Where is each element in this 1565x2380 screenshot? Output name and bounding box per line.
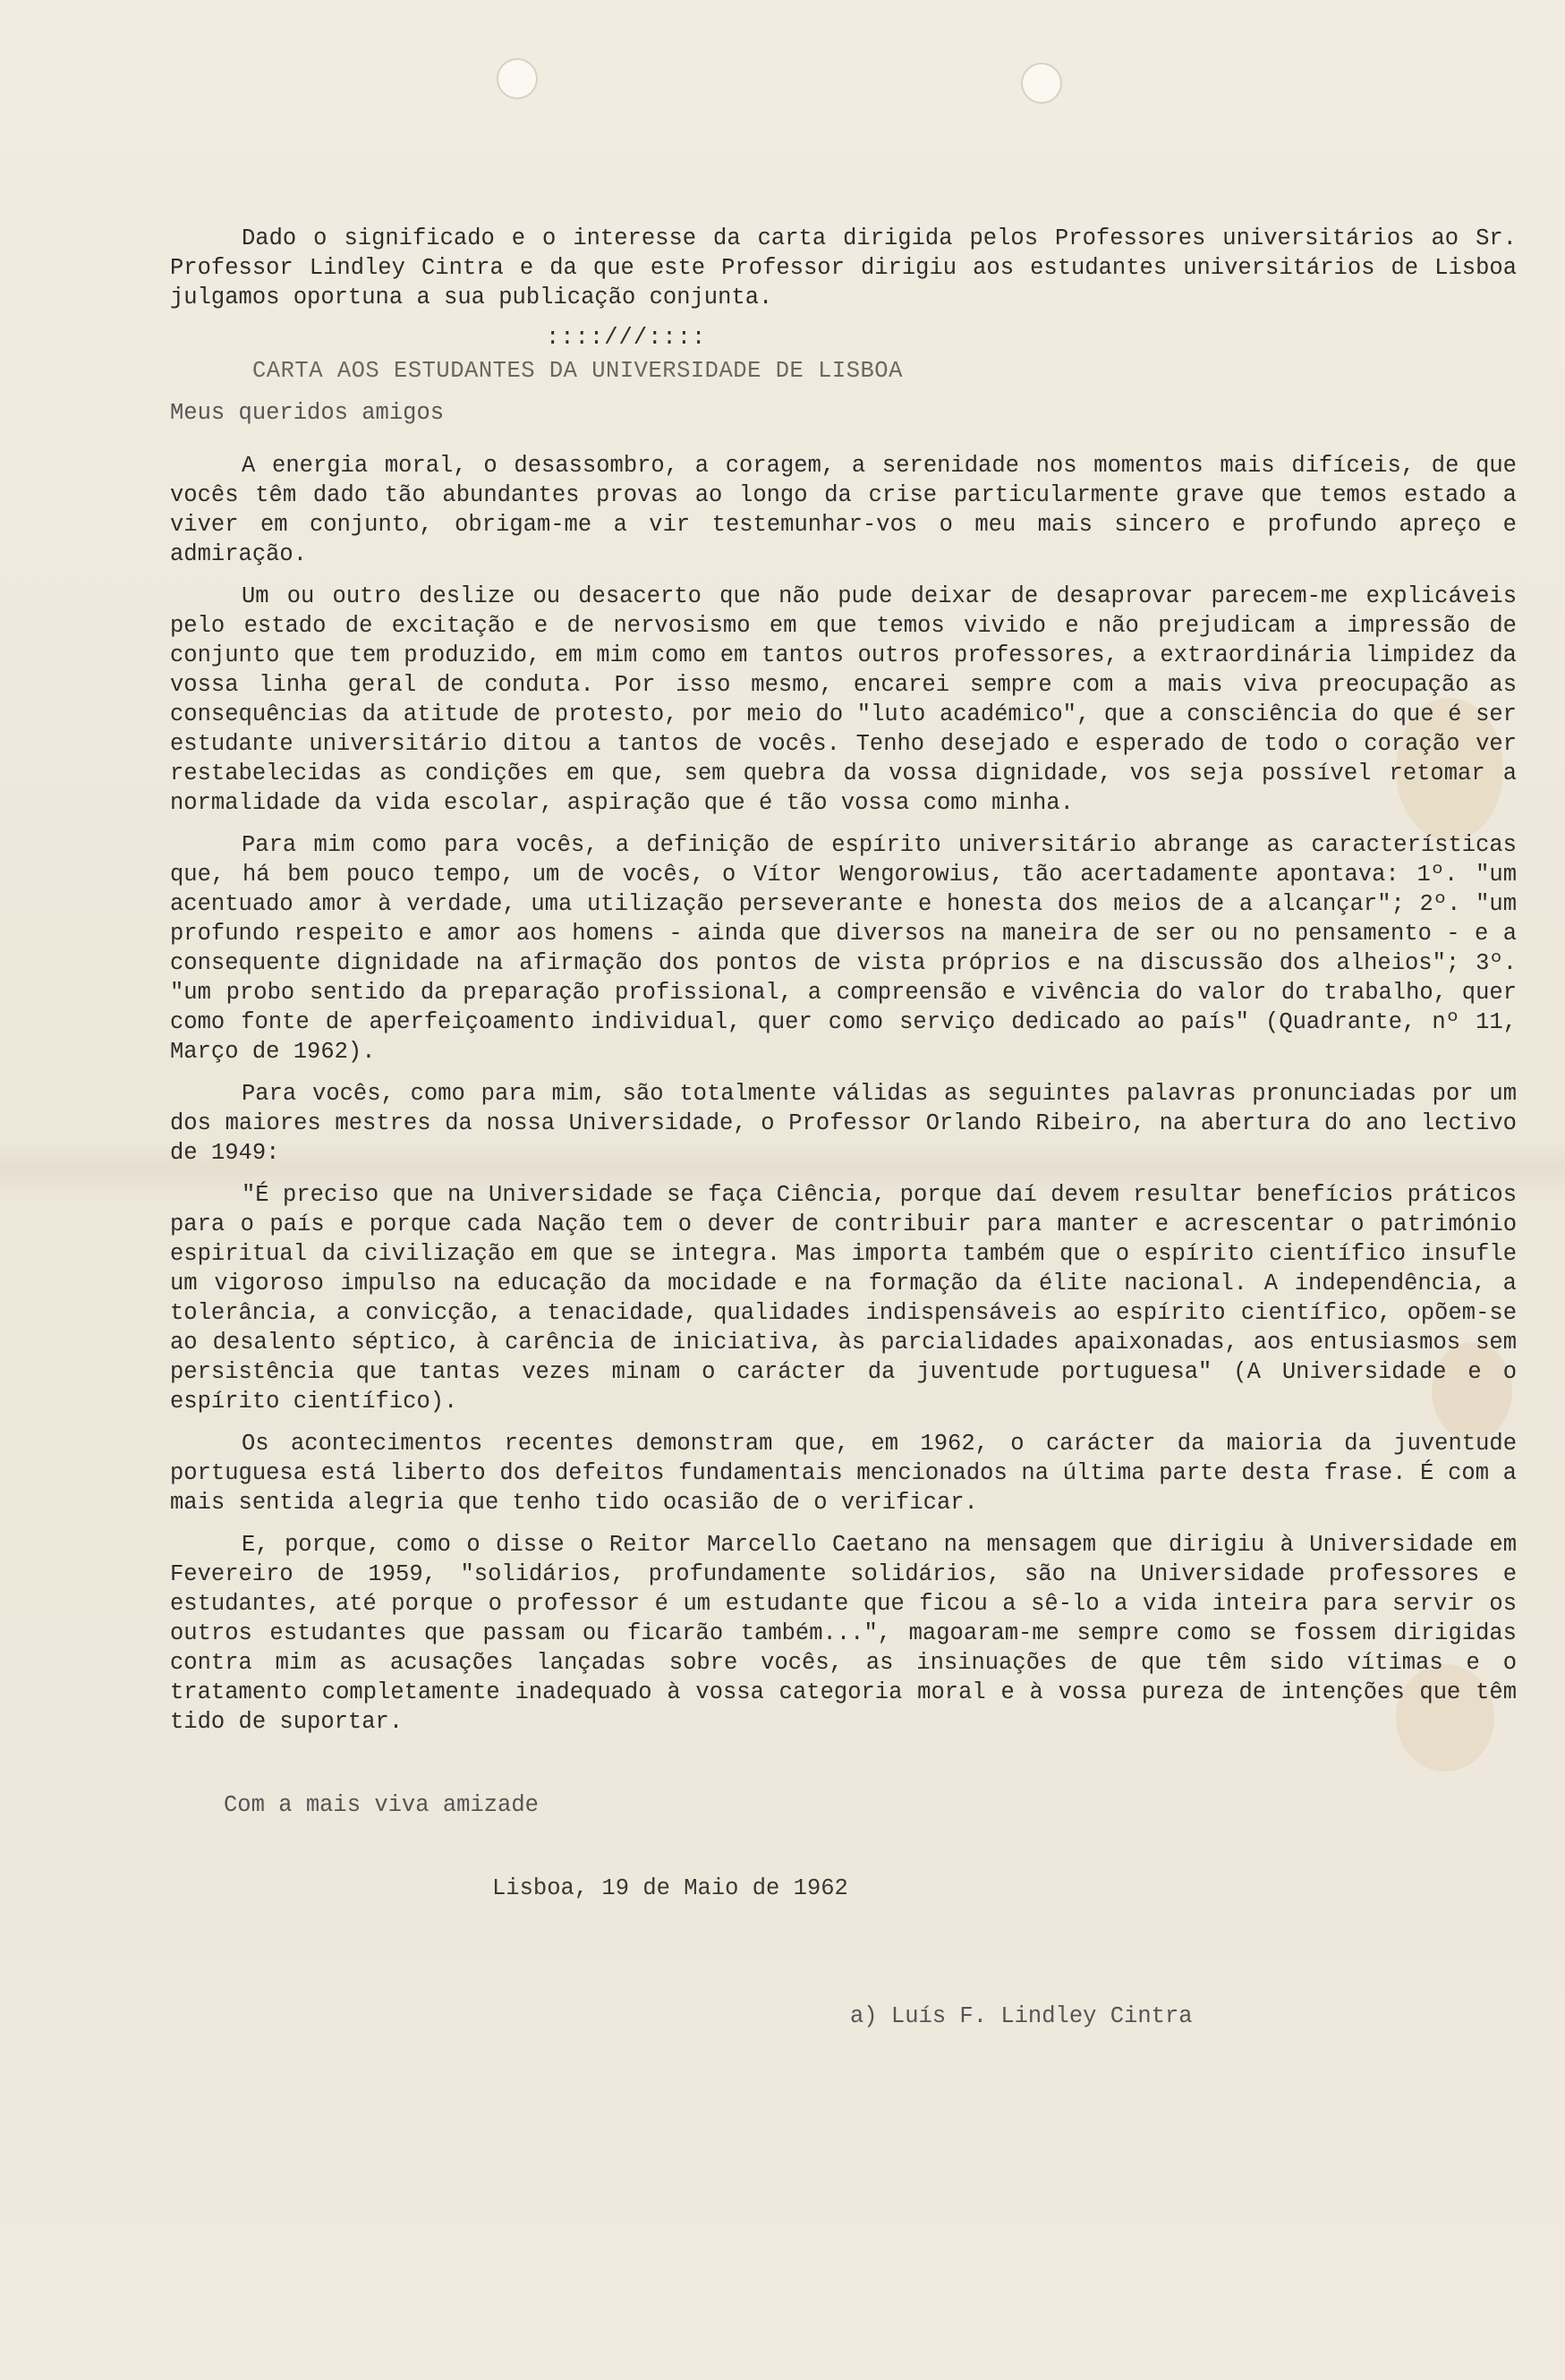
intro-paragraph: Dado o significado e o interesse da carta dirigida pelos Professores universitários ao Sr. Professor Lindley Cintra e da que este Professor dirigiu aos estudantes universitários de Lisboa julgamos oportuna a sua publicação conjunta.: [170, 225, 1517, 310]
place-date: Lisboa, 19 de Maio de 1962: [492, 1875, 848, 1901]
punch-hole: [1021, 63, 1062, 104]
punch-hole: [497, 58, 538, 99]
paragraph-2: Um ou outro deslize ou desacerto que não pude deixar de desaprovar parecem-me explicáveis pelo estado de excitação e de nervosismo em que temos vivido e não prejudicam a impressão de conjunto que tem produzido, em mim como em tantos outros professores, a extraordinária limpidez da vossa linha geral de conduta. Por isso mesmo, encarei sempre com a mais viva preocupação as consequências da atitude de protesto, por meio do "luto académico", que a consciência do que é ser estudante universitário ditou a tantos de vocês. Tenho desejado e esperado de todo o coração ver restabelecidas as condições em que, sem quebra da vossa dignidade, vos seja possível retomar a normalidade da vida escolar, aspiração que é tão vossa como minha.: [170, 583, 1517, 816]
letter-heading: CARTA AOS ESTUDANTES DA UNIVERSIDADE DE LISBOA: [252, 358, 903, 384]
paragraph-7: E, porque, como o disse o Reitor Marcello Caetano na mensagem que dirigiu à Universidade em Fevereiro de 1959, "solidários, profundamente solidários, são na Universidade professores e estudantes, até porque o professor é um estudante que ficou a sê-lo a vida inteira para servir os outros estudantes que passam ou ficarão também...", magoaram-me sempre como se fossem dirigidas contra mim as acusações lançadas sobre vocês, as insinuações de que têm sido vítimas e o tratamento completamente inadequado à vossa categoria moral e à vossa pureza de intenções que têm tido de suportar.: [170, 1532, 1517, 1735]
salutation: Meus queridos amigos: [170, 400, 445, 426]
paragraph-1: A energia moral, o desassombro, a coragem, a serenidade nos momentos mais difíceis, de que vocês têm dado tão abundantes provas ao longo da crise particularmente grave que temos estado a viver em conjunto, obrigam-me a vir testemunhar-vos o meu mais sincero e profundo apreço e admiração.: [170, 453, 1517, 567]
letter-body: [170, 224, 1517, 2031]
paragraph-6: Os acontecimentos recentes demonstram que, em 1962, o carácter da maioria da juventude portuguesa está liberto dos defeitos fundamentais mencionados na última parte desta frase. É com a mais sentida alegria que tenho tido ocasião de o verificar.: [170, 1431, 1517, 1516]
quote-paragraph: "É preciso que na Universidade se faça Ciência, porque daí devem resultar benefícios práticos para o país e porque cada Nação tem o dever de contribuir para manter e acrescentar o património espiritual da civilização em que se integra. Mas importa também que o espírito científico insufle um vigoroso impulso na educação da mocidade e na formação da élite nacional. A independência, a tolerância, a convicção, a tenacidade, qualidades indispensáveis ao espírito científico, opõem-se ao desalento séptico, à carência de iniciativa, às parcialidades apaixonadas, aos entusiasmos sem persistência que tantas vezes minam o carácter da juventude portuguesa" (A Universidade e o espírito científico).: [170, 1182, 1517, 1415]
signature: a) Luís F. Lindley Cintra: [850, 2003, 1193, 2029]
paragraph-3: Para mim como para vocês, a definição de espírito universitário abrange as características que, há bem pouco tempo, um de vocês, o Vítor Wengorowius, tão acertadamente apontava: 1º. "um acentuado amor à verdade, uma utilização perseverante e honesta dos meios de a alcançar"; 2º. "um profundo respeito e amor aos homens - ainda que diversos na maneira de ser ou no pensamento - e a consequente dignidade na afirmação dos pontos de vista próprios e na discussão dos alheios"; 3º. "um probo sentido da preparação profissional, a compreensão e vivência do valor do trabalho, quer como fonte de aperfeiçoamento individual, quer como serviço dedicado ao país" (Quadrante, nº 11, Março de 1962).: [170, 832, 1517, 1065]
paragraph-4: Para vocês, como para mim, são totalmente válidas as seguintes palavras pronunciadas por um dos maiores mestres da nossa Universidade, o Professor Orlando Ribeiro, na abertura do ano lectivo de 1949:: [170, 1081, 1517, 1166]
separator: ::::///::::: [546, 325, 707, 351]
closing-line: Com a mais viva amizade: [224, 1792, 539, 1818]
